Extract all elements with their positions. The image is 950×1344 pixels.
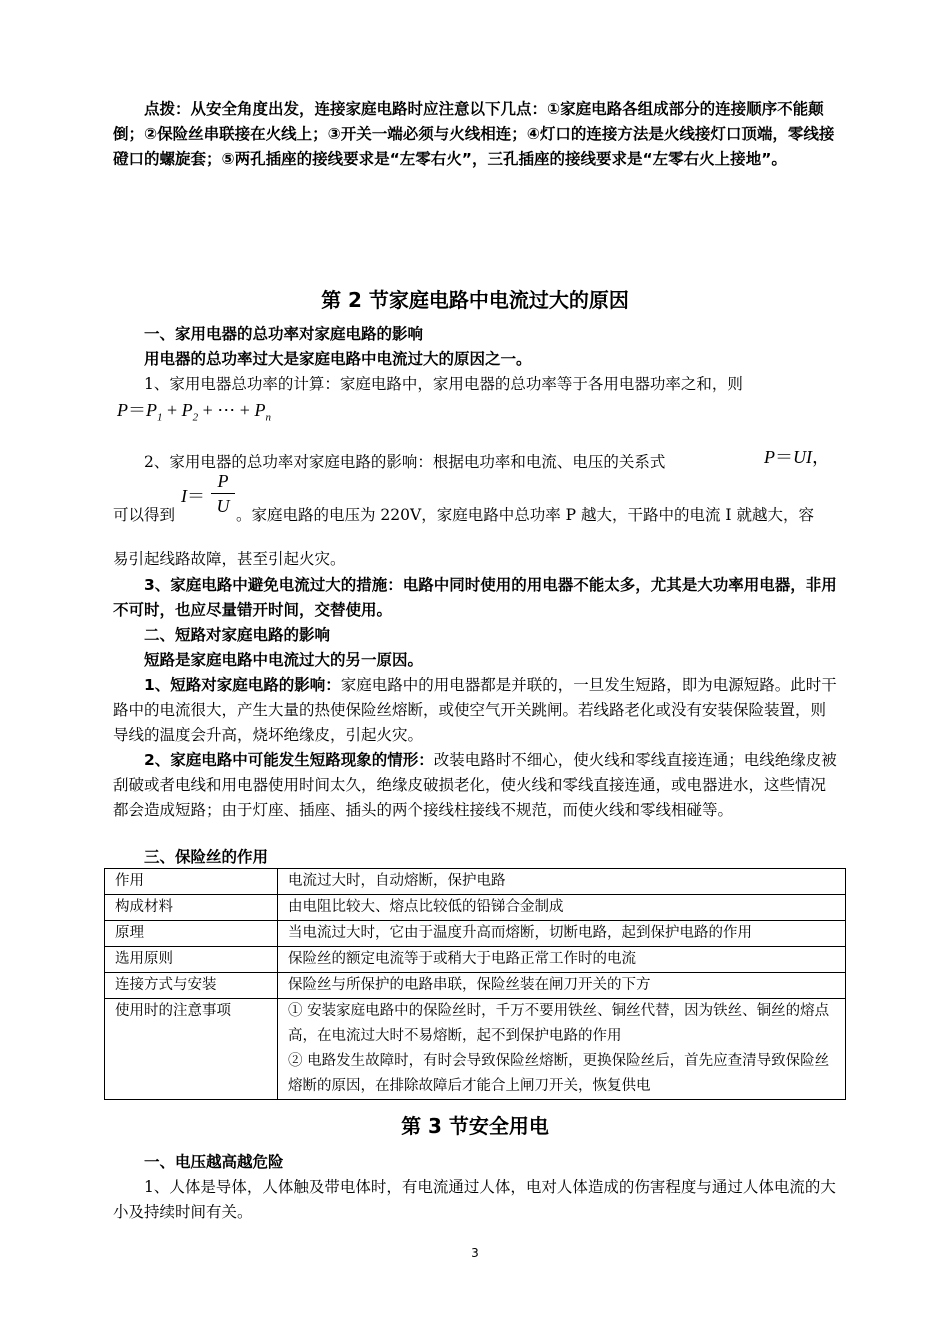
section-2-lead-2: 短路是家庭电路中电流过大的另一原因。	[144, 651, 424, 669]
power-relation-formula: P＝UI，	[764, 447, 830, 467]
total-power-formula: $P=P_1 + P_2$ + ⋯ + $P_n$	[117, 400, 271, 424]
section-3-title: 第 3 节安全用电	[401, 1114, 549, 1138]
current-formula-lhs: I＝	[181, 486, 205, 506]
table-row: 连接方式与安装 保险丝与所保护的电路串联，保险丝装在闸刀开关的下方	[105, 973, 846, 999]
short-circuit-cases-paragraph: 2、家庭电路中可能发生短路现象的情形：改装电路时不细心，使火线和零线直接连通；电线绝缘皮被刮破或者电线和用电器使用时间太久，绝缘皮破损老化，使火线和零线直接连通，或电器进水，这些情况都会造成短路；由于灯座、插座、插头的两个接线柱接线不规范，而使火线和零线相碰等。	[113, 751, 837, 819]
human-conductor-paragraph: 1、人体是导体，人体触及带电体时，有电流通过人体，电对人体造成的伤害程度与通过人体电流的大小及持续时间有关。	[113, 1178, 836, 1221]
power-effect-paragraph: 2、家用电器的总功率对家庭电路的影响：根据电功率和电流、电压的关系式	[144, 453, 666, 471]
fuse-table	[104, 868, 846, 1100]
current-formula-fraction: P U	[211, 470, 235, 517]
table-row: 原理 当电流过大时，它由于温度升高而熔断，切断电路，起到保护电路的作用	[105, 921, 846, 947]
section-2-heading-2: 二、短路对家庭电路的影响	[144, 626, 331, 644]
table-row: 使用时的注意事项 ① 安装家庭电路中的保险丝时，千万不要用铁丝、铜丝代替，因为铁丝、铜丝的熔点高，在电流过大时不易熔断，起不到保护电路的作用 ② 电路发生故障时，有时会导致保险丝熔断，更换保险丝后，首先应查清导致保险丝熔断的原因，在排除故障后才能合上闸刀开关，恢复供电	[105, 999, 846, 1100]
section-2-lead-1: 用电器的总功率过大是家庭电路中电流过大的原因之一。	[144, 350, 532, 368]
voltage-text: 。家庭电路的电压为 220V，家庭电路中总功率 P 越大，干路中的电流 I 就越大，容	[236, 506, 814, 524]
section-3-heading-1: 一、电压越高越危险	[144, 1153, 284, 1171]
page-number: 3	[471, 1246, 479, 1260]
table-row: 作用 电流过大时，自动熔断，保护电路	[105, 869, 846, 895]
section-2-title: 第 2 节家庭电路中电流过大的原因	[321, 288, 629, 312]
table-row: 选用原则 保险丝的额定电流等于或稍大于电路正常工作时的电流	[105, 947, 846, 973]
short-circuit-effect-paragraph: 1、短路对家庭电路的影响：家庭电路中的用电器都是并联的，一旦发生短路，即为电源短路。此时干路中的电流很大，产生大量的热使保险丝熔断，或使空气开关跳闸。若线路老化或没有安装保险装置，则导线的温度会升高，烧坏绝缘皮，引起火灾。	[113, 676, 837, 744]
obtain-text: 可以得到	[113, 506, 176, 524]
section-2-heading-1: 一、家用电器的总功率对家庭电路的影响	[144, 325, 424, 343]
table-row: 构成材料 由电阻比较大、熔点比较低的铅锑合金制成	[105, 895, 846, 921]
tip-paragraph: 点拨：从安全角度出发，连接家庭电路时应注意以下几点：①家庭电路各组成部分的连接顺序不能颠倒；②保险丝串联接在火线上；③开关一端必须与火线相连；④灯口的连接方法是火线接灯口顶端，零线接磴口的螺旋套；⑤两孔插座的接线要求是“左零右火”，三孔插座的接线要求是“左零右火上接地”。	[113, 100, 835, 168]
section-2-heading-3: 三、保险丝的作用	[144, 848, 269, 866]
power-calc-paragraph: 1、家用电器总功率的计算：家庭电路中，家用电器的总功率等于各用电器功率之和，则	[144, 375, 743, 393]
fire-risk-text: 易引起线路故障，甚至引起火灾。	[113, 550, 346, 568]
avoid-overcurrent-paragraph: 3、家庭电路中避免电流过大的措施：电路中同时使用的用电器不能太多，尤其是大功率用电器，非用不可时，也应尽量错开时间，交替使用。	[113, 576, 837, 619]
